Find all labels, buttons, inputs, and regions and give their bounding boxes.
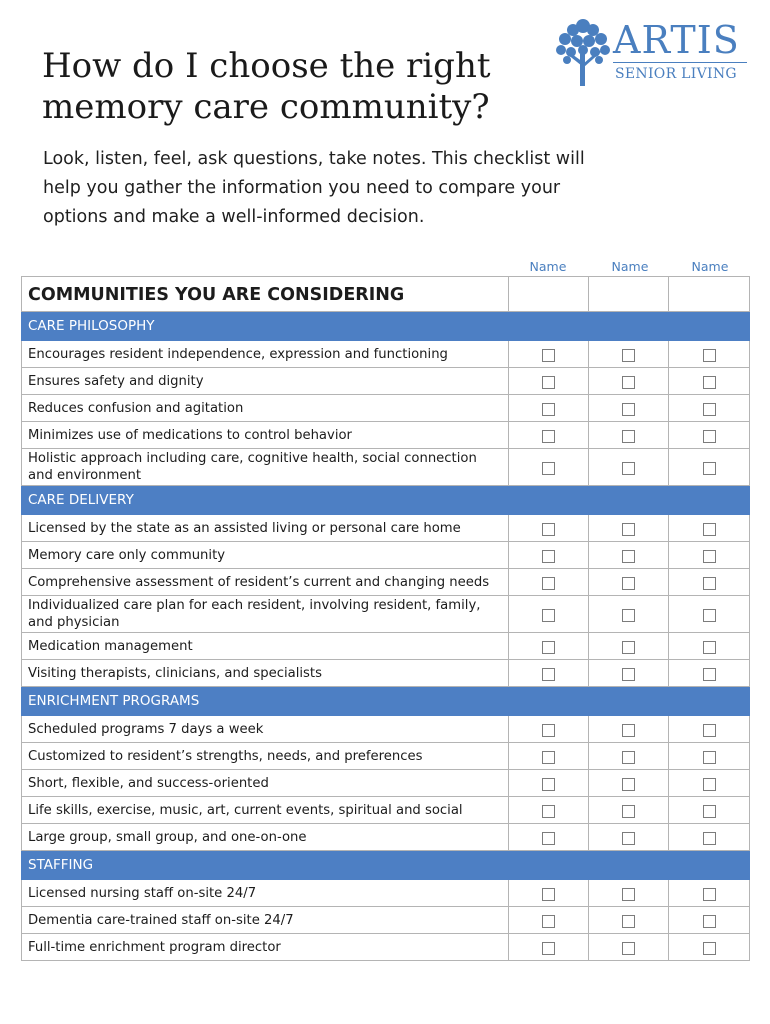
checkbox[interactable] [542, 376, 555, 389]
column-header-name-2: Name [611, 259, 649, 274]
checkbox[interactable] [542, 641, 555, 654]
checkbox[interactable] [622, 778, 635, 791]
checkbox[interactable] [622, 724, 635, 737]
checklist-row [22, 660, 750, 687]
checklist-row [22, 569, 750, 596]
section-header [22, 687, 750, 716]
checkbox[interactable] [622, 523, 635, 536]
checklist-row [22, 341, 750, 368]
checkbox[interactable] [542, 805, 555, 818]
criterion-label: Licensed nursing staff on-site 24/7 [22, 880, 509, 907]
intro-text [43, 145, 653, 232]
section-header-fill [509, 312, 750, 341]
checklist-row [22, 907, 750, 934]
checkbox[interactable] [542, 577, 555, 590]
section-title: STAFFING [22, 851, 509, 880]
criterion-label: Scheduled programs 7 days a week [22, 716, 509, 743]
community-name-field-1[interactable] [509, 277, 589, 312]
checklist-row [22, 449, 750, 486]
criterion-label: Holistic approach including care, cognitive health, social connection and environment [22, 449, 509, 486]
logo-tagline: SENIOR LIVING [615, 66, 737, 82]
checkbox[interactable] [703, 550, 716, 563]
criterion-label: Customized to resident’s strengths, needs, and preferences [22, 743, 509, 770]
checklist-row [22, 422, 750, 449]
criterion-label: Memory care only community [22, 542, 509, 569]
checkbox[interactable] [622, 832, 635, 845]
criterion-label: Minimizes use of medications to control behavior [22, 422, 509, 449]
checkbox[interactable] [703, 805, 716, 818]
checkbox[interactable] [542, 832, 555, 845]
checkbox[interactable] [542, 724, 555, 737]
criterion-label: Encourages resident independence, expression and functioning [22, 341, 509, 368]
checkbox[interactable] [703, 751, 716, 764]
checkbox[interactable] [703, 349, 716, 362]
checkbox[interactable] [622, 550, 635, 563]
checkbox[interactable] [542, 751, 555, 764]
checkbox[interactable] [703, 942, 716, 955]
criterion-label: Full-time enrichment program director [22, 934, 509, 961]
criterion-label: Individualized care plan for each resident, involving resident, family, and physician [22, 596, 509, 633]
section-title: CARE PHILOSOPHY [22, 312, 509, 341]
tree-icon [553, 14, 613, 88]
logo-brand: ARTIS [613, 18, 740, 62]
checkbox[interactable] [703, 778, 716, 791]
table-title: COMMUNITIES YOU ARE CONSIDERING [22, 277, 509, 312]
checkbox[interactable] [703, 724, 716, 737]
intro-line-1: Look, listen, feel, ask questions, take notes. This checklist will [43, 149, 585, 169]
criterion-label: Short, flexible, and success-oriented [22, 770, 509, 797]
checkbox[interactable] [542, 523, 555, 536]
checkbox[interactable] [622, 609, 635, 622]
intro-line-2: help you gather the information you need to compare your [43, 178, 561, 198]
checkbox[interactable] [703, 609, 716, 622]
artis-logo [553, 14, 751, 88]
section-header [22, 486, 750, 515]
checkbox[interactable] [622, 668, 635, 681]
table-header-row [22, 277, 750, 312]
checkbox[interactable] [622, 349, 635, 362]
checkbox[interactable] [703, 832, 716, 845]
checklist-row [22, 824, 750, 851]
section-title: CARE DELIVERY [22, 486, 509, 515]
section-header-fill [509, 851, 750, 880]
checkbox[interactable] [703, 462, 716, 475]
checkbox[interactable] [703, 523, 716, 536]
checkbox[interactable] [622, 641, 635, 654]
checkbox[interactable] [622, 430, 635, 443]
checkbox[interactable] [703, 577, 716, 590]
checklist-row [22, 934, 750, 961]
checklist-row [22, 716, 750, 743]
page-title [42, 46, 542, 128]
checkbox[interactable] [622, 577, 635, 590]
checkbox[interactable] [622, 805, 635, 818]
checkbox[interactable] [703, 403, 716, 416]
criterion-label: Life skills, exercise, music, art, current events, spiritual and social [22, 797, 509, 824]
criterion-label: Large group, small group, and one-on-one [22, 824, 509, 851]
checklist-row [22, 542, 750, 569]
checkbox[interactable] [703, 668, 716, 681]
checkbox[interactable] [542, 462, 555, 475]
checkbox[interactable] [622, 942, 635, 955]
checkbox[interactable] [542, 403, 555, 416]
checkbox[interactable] [542, 668, 555, 681]
checkbox[interactable] [703, 888, 716, 901]
section-header [22, 851, 750, 880]
checkbox[interactable] [542, 349, 555, 362]
checkbox[interactable] [542, 942, 555, 955]
intro-line-3: options and make a well-informed decision. [43, 207, 425, 227]
section-header-fill [509, 687, 750, 716]
checklist-row [22, 515, 750, 542]
community-name-field-2[interactable] [589, 277, 669, 312]
community-name-field-3[interactable] [669, 277, 750, 312]
checkbox[interactable] [703, 641, 716, 654]
checkbox[interactable] [703, 915, 716, 928]
section-header [22, 312, 750, 341]
column-header-name-3: Name [691, 259, 729, 274]
checklist-row [22, 368, 750, 395]
checkbox[interactable] [622, 751, 635, 764]
checklist-row [22, 880, 750, 907]
checkbox[interactable] [703, 430, 716, 443]
column-header-name-1: Name [529, 259, 567, 274]
checkbox[interactable] [703, 376, 716, 389]
section-header-fill [509, 486, 750, 515]
checkbox[interactable] [542, 609, 555, 622]
checklist-table [21, 276, 750, 961]
criterion-label: Comprehensive assessment of resident’s current and changing needs [22, 569, 509, 596]
checkbox[interactable] [542, 430, 555, 443]
checkbox[interactable] [622, 915, 635, 928]
section-title: ENRICHMENT PROGRAMS [22, 687, 509, 716]
checkbox[interactable] [542, 915, 555, 928]
criterion-label: Visiting therapists, clinicians, and specialists [22, 660, 509, 687]
criterion-label: Dementia care-trained staff on-site 24/7 [22, 907, 509, 934]
checklist-row [22, 395, 750, 422]
criterion-label: Ensures safety and dignity [22, 368, 509, 395]
checklist-row [22, 797, 750, 824]
criterion-label: Medication management [22, 633, 509, 660]
checklist-row [22, 770, 750, 797]
title-line-1: How do I choose the right [42, 46, 491, 86]
checkbox[interactable] [622, 888, 635, 901]
criterion-label: Reduces confusion and agitation [22, 395, 509, 422]
checkbox[interactable] [622, 376, 635, 389]
checklist-row [22, 743, 750, 770]
checklist-row [22, 596, 750, 633]
checkbox[interactable] [542, 550, 555, 563]
criterion-label: Licensed by the state as an assisted living or personal care home [22, 515, 509, 542]
checkbox[interactable] [622, 403, 635, 416]
checkbox[interactable] [542, 778, 555, 791]
logo-divider [613, 62, 747, 63]
checkbox[interactable] [542, 888, 555, 901]
checkbox[interactable] [622, 462, 635, 475]
title-line-2: memory care community? [42, 87, 490, 127]
checklist-row [22, 633, 750, 660]
